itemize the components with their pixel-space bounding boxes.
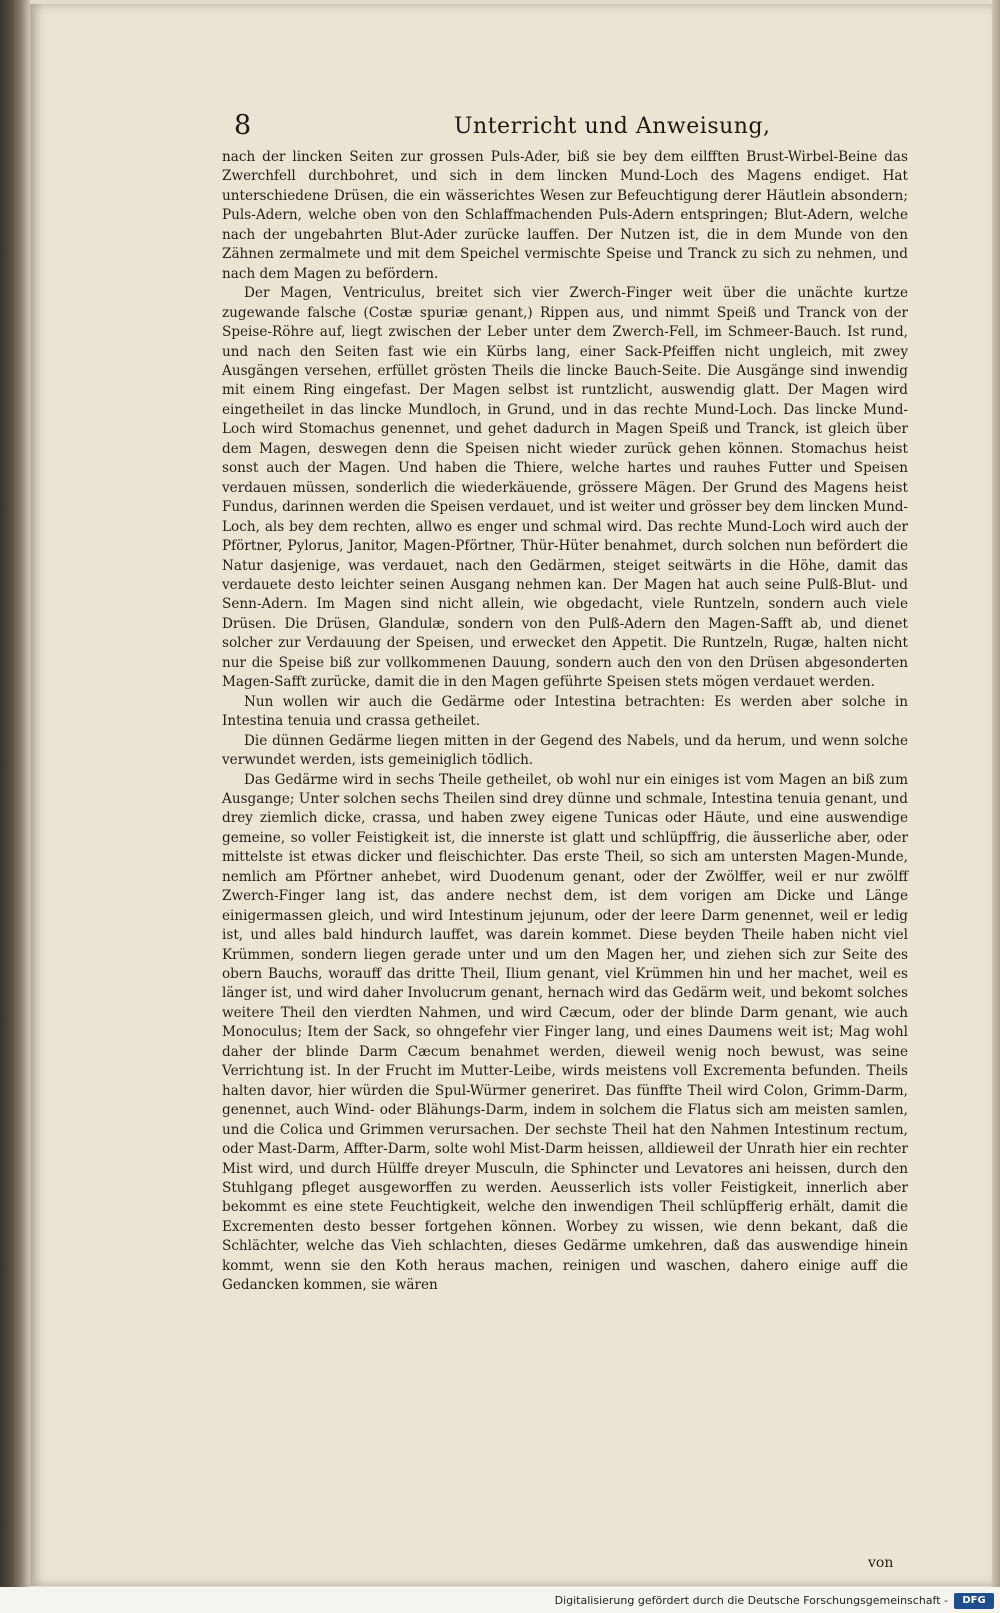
dfg-logo: DFG [954, 1593, 994, 1609]
paragraph: nach der lincken Seiten zur grossen Puls-Ader, biß sie bey dem eilfften Brust-Wirbel-Beine das Zwerchfell durchbohret, und sich in dem lincken Mund-Loch des Magens endiget. Hat unterschiedene Drüsen, die ein wässerichtes Wesen zur Befeuchtigung derer Häutlein absondern; Puls-Adern, welche oben von den Schlaffmachenden Puls-Adern entspringen; Blut-Adern, welche nach der ungebahrten Blut-Ader zurücke lauffen. Der Nutzen ist, die in dem Munde von den Zähnen zermalmete und mit dem Speichel vermischte Speise und Tranck zu sich zu nehmen, und nach dem Magen zu befördern. [222, 149, 908, 282]
page-header [234, 108, 904, 144]
catchword: von [868, 1555, 894, 1571]
running-title: Unterricht und Anweisung, [454, 114, 771, 139]
book-spine-edge [0, 0, 30, 1613]
text-body [222, 148, 908, 1296]
page-right-edge [992, 0, 1000, 1613]
paragraph: Nun wollen wir auch die Gedärme oder Intestina betrachten: Es werden aber solche in Intestina tenuia und crassa getheilet. [222, 693, 908, 730]
paragraph: Das Gedärme wird in sechs Theile getheilet, ob wohl nur ein einiges ist vom Magen an biß zum Ausgange; Unter solchen sechs Theilen sind drey dünne und schmale, Intestina tenuia genant, und drey ziemlich dicke, crassa, und haben zwey eigene Tunicas oder Häute, und eine auswendige gemeine, so voller Feistigkeit ist, die innerste ist glatt und schlüpffrig, die äusserliche aber, oder mittelste ist etwas dicker und fleischichter. Das erste Theil, so sich am untersten Magen-Munde, nemlich am Pförtner anhebet, wird Duodenum genant, oder der Zwölffer, weil er nur zwölff Zwerch-Finger lang ist, das andere nechst dem, ist dem vorigen am Dicke und Länge einigermassen gleich, und wird Intestinum jejunum, oder der leere Darm genennet, weil er ledig ist, und alles bald hindurch lauffet, was darein kommet. Diese beyden Theile haben nicht viel Krümmen, sondern liegen gerade unter und um den Magen her, und ziehen sich zur Seite des obern Bauchs, worauff das dritte Theil, Ilium genant, viel Krümmen hin und her machet, weil es länger ist, und wird daher Involucrum genant, hernach wird das Gedärm weit, und bekomt solches weitere Theil den vierdten Nahmen, und wird Cæcum, oder der blinde Darm genant, wie auch Monoculus; Item der Sack, so ohngefehr vier Finger lang, und eines Daumens weit ist; Mag wohl daher der blinde Darm Cæcum benahmet werden, dieweil wenig noch bewust, was seine Verrichtung ist. In der Frucht im Mutter-Leibe, wirds meistens voll Excrementa befunden. Theils halten davor, hier würden die Spul-Würmer generiret. Das fünffte Theil wird Colon, Grimm-Darm, genennet, auch Wind- oder Blähungs-Darm, indem in solchem die Flatus sich am meisten samlen, und die Colica und Grimmen verursachen. Der sechste Theil hat den Nahmen Intestinum rectum, oder Mast-Darm, Affter-Darm, solte wohl Mist-Darm heissen, alldieweil der Unrath hier ein rechter Mist wird, und durch Hülffe dreyer Musculn, die Sphincter und Levatores ani heissen, durch den Stuhlgang pfleget ausgeworffen zu werden. Aeusserlich ists voller Feistigkeit, innerlich aber bekommt es eine stete Feuchtigkeit, welche den inwendigen Theil schlüpfferig erhält, damit die Excrementen desto besser fortgehen können. Worbey zu wissen, wie denn bekant, daß die Schlächter, welche das Vieh schlachten, dieses Gedärme umkehren, daß das auswendige hinein kommt, wenn sie den Koth heraus machen, reinigen und waschen, dahero einige auff die Gedancken kommen, sie wären [222, 771, 908, 1294]
paragraph: Der Magen, Ventriculus, breitet sich vier Zwerch-Finger weit über die unächte kurtze zugewande falsche (Costæ spuriæ genant,) Rippen aus, und nimmt Speiß und Tranck von der Speise-Röhre auf, liegt zwischen der Leber unter dem Zwerch-Fell, im Schmeer-Bauch. Ist rund, und nach den Seiten fast wie ein Kürbs lang, einer Sack-Pfeiffen nicht ungleich, mit zwey Ausgängen versehen, erfüllet grösten Theils die lincke Bauch-Seite. Die Ausgänge sind inwendig mit einem Ring eingefast. Der Magen selbst ist runtzlicht, auswendig glatt. Der Magen wird eingetheilet in das lincke Mundloch, in Grund, und in das rechte Mund-Loch. Das lincke Mund-Loch wird Stomachus genennet, und gehet dadurch in Magen Speiß und Tranck, ist gleich über dem Magen, deswegen denn die Speisen nicht wieder zurück gehen können. Stomachus heist sonst auch der Magen. Und haben die Thiere, welche hartes und rauhes Futter und Speisen verdauen müssen, sonderlich die wiederkäuende, grössere Mägen. Der Grund des Magens heist Fundus, darinnen werden die Speisen verdauet, und ist weiter und grösser bey dem lincken Mund-Loch, als bey dem rechten, allwo es enger und schmal wird. Das rechte Mund-Loch wird auch der Pförtner, Pylorus, Janitor, Magen-Pförtner, Thür-Hüter benahmet, durch solchen nun befördert die Natur dasjenige, was verdauet, nach den Gedärmen, steiget seitwärts in die Höhe, damit das verdauete desto leichter seinen Ausgang nehmen kan. Der Magen hat auch seine Pulß-Blut- und Senn-Adern. Im Magen sind nicht allein, wie obgedacht, viele Runtzeln, sondern auch viele Drüsen. Die Drüsen, Glandulæ, sondern von den Pulß-Adern den Magen-Safft ab, und dienet solcher zur Verdauung der Speisen, und erwecket den Appetit. Die Runtzeln, Rugæ, halten nicht nur die Speise biß zur vollkommenen Dauung, sondern auch den von den Drüsen abgesonderten Magen-Safft zurücke, damit die in den Magen geführte Speisen stets mögen verdauet werden. [222, 285, 908, 691]
digitization-footer [0, 1587, 1000, 1613]
funding-note: Digitalisierung gefördert durch die Deutsche Forschungsgemeinschaft - [554, 1594, 948, 1607]
paragraph: Die dünnen Gedärme liegen mitten in der Gegend des Nabels, und da herum, und wenn solche verwundet werden, ists gemeiniglich tödlich. [222, 732, 908, 769]
page-number: 8 [234, 110, 252, 141]
